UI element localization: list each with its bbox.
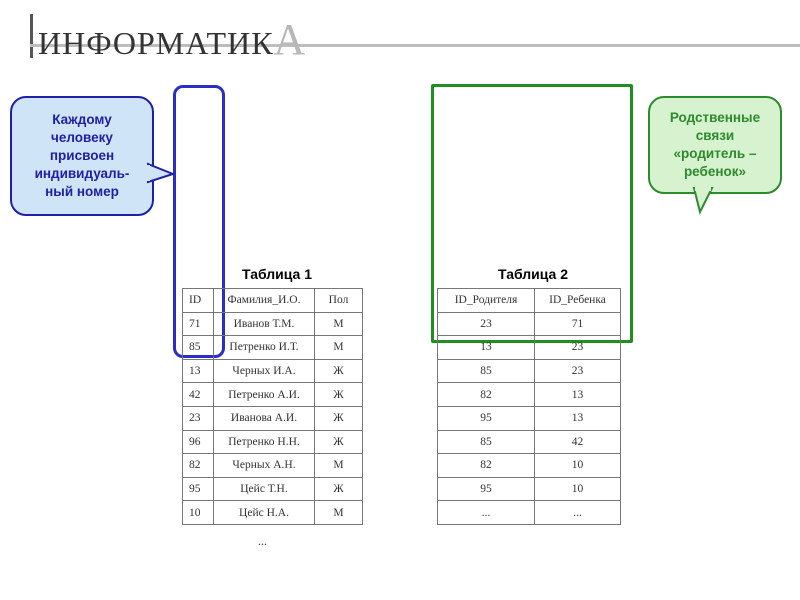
table-cell: 10 bbox=[183, 501, 214, 525]
column-header: ID_Ребенка bbox=[535, 289, 621, 313]
table-row bbox=[183, 430, 363, 454]
table-cell: 42 bbox=[183, 383, 214, 407]
table-row bbox=[438, 336, 621, 360]
table-cell: М bbox=[315, 454, 363, 478]
table-row bbox=[183, 383, 363, 407]
table-cell: 85 bbox=[438, 430, 535, 454]
table-cell: М bbox=[315, 501, 363, 525]
table-cell: Ж bbox=[315, 383, 363, 407]
callout-left-line: человеку bbox=[51, 130, 113, 145]
table-row bbox=[183, 312, 363, 336]
table-row bbox=[183, 454, 363, 478]
table-row bbox=[183, 359, 363, 383]
callout-right-line: «родитель – bbox=[673, 146, 757, 161]
callout-right-line: ребенок» bbox=[683, 164, 747, 179]
table-cell: 71 bbox=[535, 312, 621, 336]
table-cell: Черных И.А. bbox=[214, 359, 315, 383]
table-cell: 85 bbox=[438, 359, 535, 383]
table-cell: 82 bbox=[438, 383, 535, 407]
table-cell: 10 bbox=[535, 454, 621, 478]
table-cell: Петренко И.Т. bbox=[214, 336, 315, 360]
header-accent-bar bbox=[30, 14, 33, 58]
column-header: Пол bbox=[315, 289, 363, 313]
table-row bbox=[438, 406, 621, 430]
table-row bbox=[438, 454, 621, 478]
table-row bbox=[183, 477, 363, 501]
table-row bbox=[438, 383, 621, 407]
table-cell: 85 bbox=[183, 336, 214, 360]
table-cell: 13 bbox=[535, 383, 621, 407]
table-cell: 95 bbox=[438, 477, 535, 501]
callout-left-line: ный номер bbox=[45, 184, 119, 199]
table-cell: 96 bbox=[183, 430, 214, 454]
callout-left-line: присвоен bbox=[49, 148, 115, 163]
table-cell: 23 bbox=[438, 312, 535, 336]
table1-ellipsis: ... bbox=[258, 534, 267, 548]
table-cell: 23 bbox=[183, 406, 214, 430]
table-row bbox=[438, 312, 621, 336]
relations-table bbox=[437, 288, 621, 525]
table-cell: Цейс Н.А. bbox=[214, 501, 315, 525]
table-row bbox=[438, 430, 621, 454]
people-table bbox=[182, 288, 363, 525]
table-cell: ... bbox=[438, 501, 535, 525]
table-cell: 23 bbox=[535, 359, 621, 383]
table-cell: Ж bbox=[315, 406, 363, 430]
table-cell: 71 bbox=[183, 312, 214, 336]
table-cell: Иванова А.И. bbox=[214, 406, 315, 430]
table-cell: Иванов Т.М. bbox=[214, 312, 315, 336]
page-title-last-letter: А bbox=[273, 15, 307, 64]
table-cell: ... bbox=[535, 501, 621, 525]
callout-right-line: Родственные bbox=[669, 110, 761, 125]
table-cell: Петренко Н.Н. bbox=[214, 430, 315, 454]
table-cell: 23 bbox=[535, 336, 621, 360]
table-cell: 13 bbox=[183, 359, 214, 383]
table-cell: Цейс Т.Н. bbox=[214, 477, 315, 501]
table-cell: Ж bbox=[315, 477, 363, 501]
table-cell: 95 bbox=[183, 477, 214, 501]
table-row bbox=[438, 359, 621, 383]
table1-caption: Таблица 1 bbox=[241, 266, 313, 282]
table-row bbox=[438, 477, 621, 501]
callout-right-tail bbox=[688, 186, 718, 216]
table-cell: Ж bbox=[315, 430, 363, 454]
table-cell: М bbox=[315, 312, 363, 336]
table-row bbox=[183, 501, 363, 525]
table-header-row bbox=[183, 289, 363, 313]
callout-left-line: Каждому bbox=[52, 112, 112, 127]
table-header-row bbox=[438, 289, 621, 313]
callout-right-line: связи bbox=[695, 128, 735, 143]
table-cell: Черных А.Н. bbox=[214, 454, 315, 478]
table2-caption: Таблица 2 bbox=[497, 266, 569, 282]
table-cell: Ж bbox=[315, 359, 363, 383]
column-header: ID bbox=[183, 289, 214, 313]
table-cell: 13 bbox=[438, 336, 535, 360]
table-row bbox=[438, 501, 621, 525]
page-title bbox=[38, 14, 306, 65]
table-cell: М bbox=[315, 336, 363, 360]
table-row bbox=[183, 406, 363, 430]
table-cell: 82 bbox=[438, 454, 535, 478]
table-cell: 95 bbox=[438, 406, 535, 430]
callout-unique-id bbox=[10, 96, 154, 216]
page-title-main: ИНФОРМАТИК bbox=[38, 25, 274, 61]
table-row bbox=[183, 336, 363, 360]
table-cell: 10 bbox=[535, 477, 621, 501]
table-cell: 13 bbox=[535, 406, 621, 430]
column-header: ID_Родителя bbox=[438, 289, 535, 313]
callout-relations bbox=[648, 96, 782, 194]
table-cell: 42 bbox=[535, 430, 621, 454]
column-header: Фамилия_И.О. bbox=[214, 289, 315, 313]
callout-left-line: индивидуаль- bbox=[34, 166, 130, 181]
callout-left-tail bbox=[145, 160, 175, 188]
table-cell: 82 bbox=[183, 454, 214, 478]
table-cell: Петренко А.И. bbox=[214, 383, 315, 407]
